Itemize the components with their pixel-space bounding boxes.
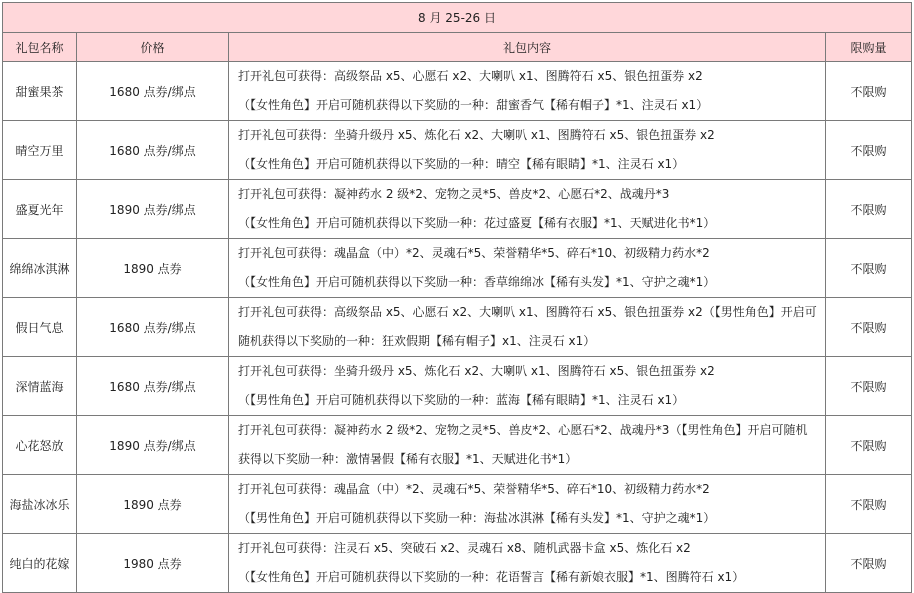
purchase-limit: 不限购 <box>826 534 912 593</box>
gift-content <box>229 180 826 239</box>
table-row <box>3 298 912 357</box>
purchase-limit: 不限购 <box>826 416 912 475</box>
gift-name: 海盐冰冰乐 <box>3 475 77 534</box>
content-text: 打开礼包可获得：凝神药水 2 级*2、宠物之灵*5、兽皮*2、心愿石*2、战魂丹*3（【男性角色】开启可随机获得以下奖励一种：激情暑假【稀有衣服】*1、天赋进化书*1） <box>238 423 808 466</box>
content-line: （【女性角色】开启可随机获得以下奖励的一种：花语誓言【稀有新娘衣服】*1、图腾符石 x1） <box>238 570 745 584</box>
gift-content <box>229 62 826 121</box>
content-line: 打开礼包可获得：坐骑升级丹 x5、炼化石 x2、大喇叭 x1、图腾符石 x5、银色扭蛋券 x2 <box>238 364 715 378</box>
gift-name: 盛夏光年 <box>3 180 77 239</box>
gift-content <box>229 298 826 357</box>
content-line: （【女性角色】开启可随机获得以下奖励一种：花过盛夏【稀有衣服】*1、天赋进化书*1） <box>238 216 716 230</box>
table-row <box>3 62 912 121</box>
purchase-limit: 不限购 <box>826 62 912 121</box>
gift-price: 1680 点券/绑点 <box>77 298 229 357</box>
table-body <box>3 3 912 593</box>
date-row <box>3 3 912 33</box>
gift-price: 1980 点券 <box>77 534 229 593</box>
content-line: 打开礼包可获得：凝神药水 2 级*2、宠物之灵*5、兽皮*2、心愿石*2、战魂丹*3 <box>238 187 670 201</box>
purchase-limit: 不限购 <box>826 298 912 357</box>
gift-content <box>229 534 826 593</box>
purchase-limit: 不限购 <box>826 180 912 239</box>
gift-name: 绵绵冰淇淋 <box>3 239 77 298</box>
header-row <box>3 33 912 62</box>
purchase-limit: 不限购 <box>826 475 912 534</box>
header-price: 价格 <box>77 33 229 62</box>
gift-content <box>229 121 826 180</box>
gift-price: 1890 点券 <box>77 475 229 534</box>
content-line: （【女性角色】开启可随机获得以下奖励一种：香草绵绵冰【稀有头发】*1、守护之魂*1） <box>238 275 716 289</box>
gift-content <box>229 416 826 475</box>
table-row <box>3 357 912 416</box>
content-text: 打开礼包可获得：高级祭品 x5、心愿石 x2、大喇叭 x1、图腾符石 x5、银色扭蛋券 x2（【男性角色】开启可随机获得以下奖励的一种：狂欢假期【稀有帽子】x1、注灵石 x1） <box>238 305 817 348</box>
content-line: 打开礼包可获得：魂晶盒（中）*2、灵魂石*5、荣誉精华*5、碎石*10、初级精力药水*2 <box>238 482 710 496</box>
content-line: （【女性角色】开启可随机获得以下奖励的一种：晴空【稀有眼睛】*1、注灵石 x1） <box>238 157 685 171</box>
gift-price: 1680 点券/绑点 <box>77 357 229 416</box>
content-line: 打开礼包可获得：注灵石 x5、突破石 x2、灵魂石 x8、随机武器卡盒 x5、炼化石 x2 <box>238 541 691 555</box>
purchase-limit: 不限购 <box>826 239 912 298</box>
gift-price: 1890 点券/绑点 <box>77 416 229 475</box>
header-content: 礼包内容 <box>229 33 826 62</box>
gift-price: 1680 点券/绑点 <box>77 62 229 121</box>
gift-name: 假日气息 <box>3 298 77 357</box>
gift-price: 1890 点券/绑点 <box>77 180 229 239</box>
content-line: 打开礼包可获得：魂晶盒（中）*2、灵魂石*5、荣誉精华*5、碎石*10、初级精力药水*2 <box>238 246 710 260</box>
date-title: 8 月 25-26 日 <box>3 3 912 33</box>
gift-name: 纯白的花嫁 <box>3 534 77 593</box>
content-line: 打开礼包可获得：坐骑升级丹 x5、炼化石 x2、大喇叭 x1、图腾符石 x5、银色扭蛋券 x2 <box>238 128 715 142</box>
gift-pack-table <box>2 2 912 593</box>
table-row <box>3 475 912 534</box>
purchase-limit: 不限购 <box>826 357 912 416</box>
gift-name: 心花怒放 <box>3 416 77 475</box>
gift-name: 晴空万里 <box>3 121 77 180</box>
gift-content <box>229 357 826 416</box>
gift-price: 1890 点券 <box>77 239 229 298</box>
table-row <box>3 239 912 298</box>
content-line: （【男性角色】开启可随机获得以下奖励的一种：蓝海【稀有眼睛】*1、注灵石 x1） <box>238 393 685 407</box>
content-line: （【女性角色】开启可随机获得以下奖励的一种：甜蜜香气【稀有帽子】*1、注灵石 x1） <box>238 98 709 112</box>
table-row <box>3 416 912 475</box>
purchase-limit: 不限购 <box>826 121 912 180</box>
gift-name: 深情蓝海 <box>3 357 77 416</box>
gift-content <box>229 475 826 534</box>
table-row <box>3 534 912 593</box>
content-line: 打开礼包可获得：高级祭品 x5、心愿石 x2、大喇叭 x1、图腾符石 x5、银色扭蛋券 x2 <box>238 69 703 83</box>
header-limit: 限购量 <box>826 33 912 62</box>
gift-name: 甜蜜果茶 <box>3 62 77 121</box>
gift-content <box>229 239 826 298</box>
header-name: 礼包名称 <box>3 33 77 62</box>
table-row <box>3 180 912 239</box>
table-row <box>3 121 912 180</box>
content-line: （【男性角色】开启可随机获得以下奖励一种：海盐冰淇淋【稀有头发】*1、守护之魂*1） <box>238 511 716 525</box>
gift-price: 1680 点券/绑点 <box>77 121 229 180</box>
